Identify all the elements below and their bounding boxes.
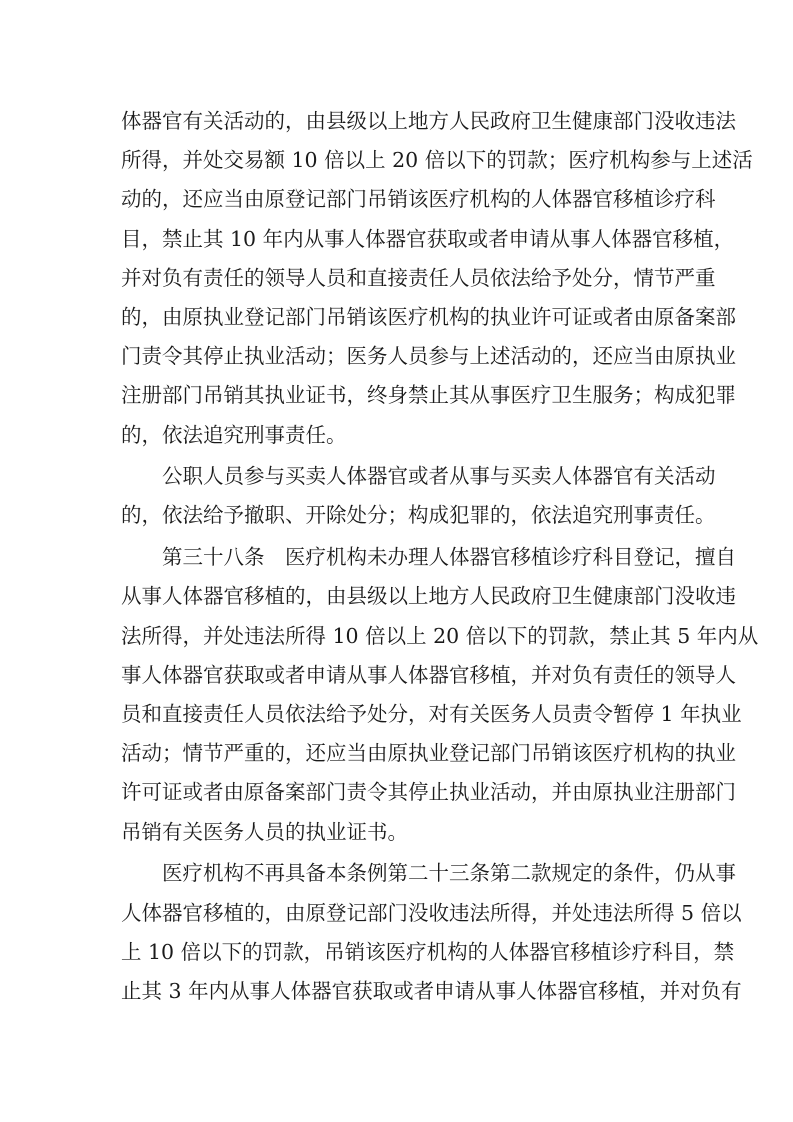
text-line: 的，依法给予撤职、开除处分；构成犯罪的，依法追究刑事责任。 [121,503,716,528]
text-line: 上 10 倍以下的罚款，吊销该医疗机构的人体器官移植诊疗科目，禁 [121,939,735,964]
text-line: 止其 3 年内从事人体器官获取或者申请从事人体器官移植，并对负有 [121,978,742,1003]
text-line: 公职人员参与买卖人体器官或者从事与买卖人体器官有关活动 [162,464,716,489]
text-line: 员和直接责任人员依法给予处分，对有关医务人员责令暂停 1 年执业 [121,702,742,726]
text-line: 活动；情节严重的，还应当由原执业登记部门吊销该医疗机构的执业 [121,741,736,766]
text-line: 注册部门吊销其执业证书，终身禁止其从事医疗卫生服务；构成犯罪 [121,383,736,408]
text-line: 许可证或者由原备案部门责令其停止执业活动，并由原执业注册部门 [121,780,736,805]
text-line: 的，由原执业登记部门吊销该医疗机构的执业许可证或者由原备案部 [121,304,736,329]
document-body [121,102,759,1011]
text-line: 事人体器官获取或者申请从事人体器官移植，并对负有责任的领导人 [121,662,736,687]
article-paragraph [121,538,759,852]
text-line: 并对负有责任的领导人员和直接责任人员依法给予处分，情节严重 [121,265,716,290]
paragraph [121,457,716,535]
text-line: 吊销有关医务人员的执业证书。 [121,819,408,844]
text-line: 医疗机构不再具备本条例第二十三条第二款规定的条件，仍从事 [162,861,736,886]
text-line: 目，禁止其 10 年内从事人体器官获取或者申请从事人体器官移植， [121,226,735,251]
text-line: 从事人体器官移植的，由县级以上地方人民政府卫生健康部门没收违 [121,584,736,609]
text-line: 体器官有关活动的，由县级以上地方人民政府卫生健康部门没收违法 [121,109,736,133]
paragraph [121,854,742,1011]
text-line: 第三十八条 医疗机构未办理人体器官移植诊疗科目登记，擅自 [162,545,736,570]
text-line: 人体器官移植的，由原登记部门没收违法所得，并处违法所得 5 倍以 [121,900,742,925]
text-line: 的，依法追究刑事责任。 [121,422,347,447]
text-line: 所得，并处交易额 10 倍以上 20 倍以下的罚款；医疗机构参与上述活 [121,148,753,173]
text-line: 门责令其停止执业活动；医务人员参与上述活动的，还应当由原执业 [121,344,736,369]
text-line: 法所得，并处违法所得 10 倍以上 20 倍以下的罚款，禁止其 5 年内从 [121,623,759,648]
paragraph [121,102,753,455]
text-line: 动的，还应当由原登记部门吊销该医疗机构的人体器官移植诊疗科 [121,187,716,212]
